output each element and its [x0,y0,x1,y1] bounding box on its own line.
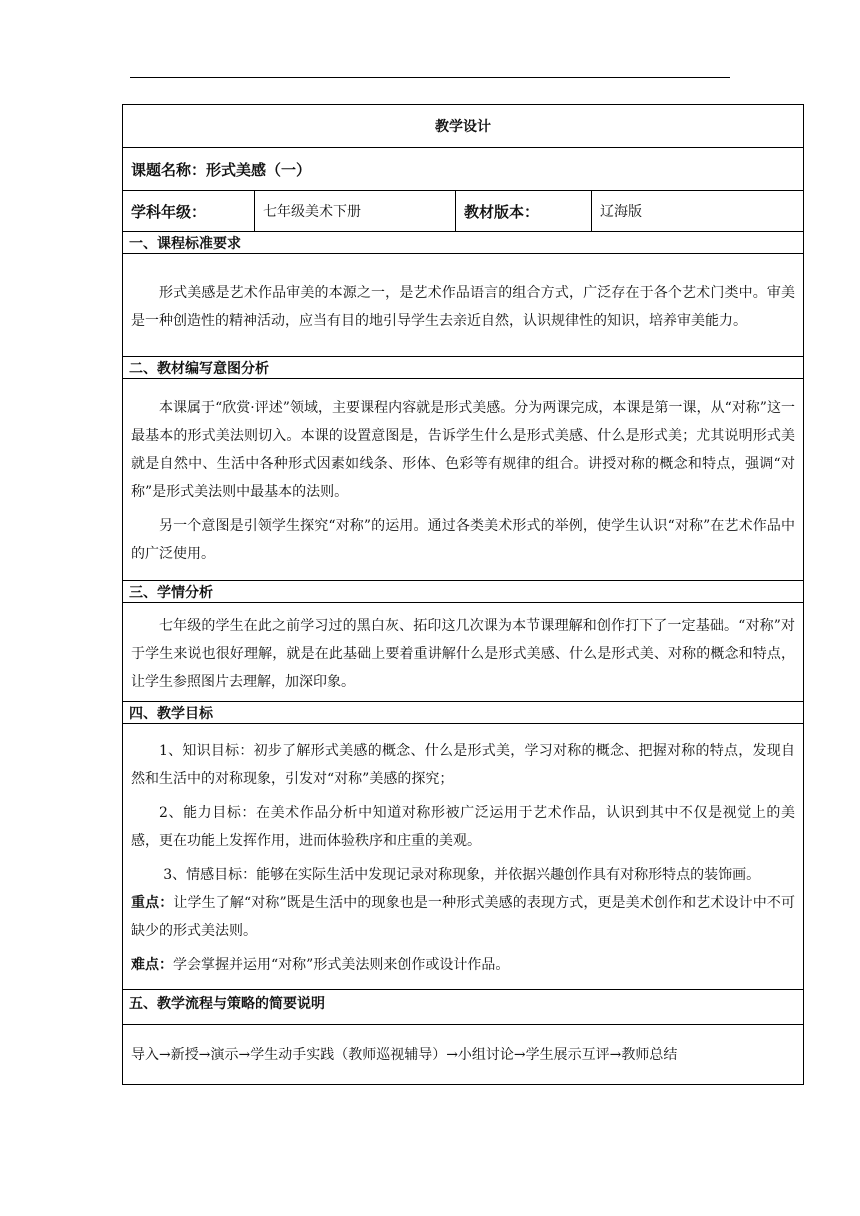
document-title: 教学设计 [123,105,804,148]
goal-knowledge: 1、知识目标：初步了解形式美感的概念、什么是形式美，学习对称的概念、把握对称的特点，发现自然和生活中的对称现象，引发对“对称”美感的探究； [131,743,795,787]
key-point [131,889,795,945]
section-1-body-row [123,254,804,357]
goal-ability: 2、能力目标：在美术作品分析中知道对称形被广泛运用于艺术作品，认识到其中不仅是视觉上的美感，更在功能上发挥作用，进而体验秩序和庄重的美观。 [131,805,795,849]
section-3-heading-row [123,581,804,603]
difficulty-text: 学会掌握并运用“对称”形式美法则来创作或设计作品。 [173,957,510,973]
section-2-paragraph-2: 另一个意图是引领学生探究“对称”的运用。通过各类美术形式的举例，使学生认识“对称”在艺术作品中的广泛使用。 [131,518,795,562]
section-4-heading: 四、教学目标 [123,702,804,724]
section-2-heading-row [123,357,804,379]
section-5-body-row [123,1025,804,1085]
edition-value: 辽海版 [592,191,804,232]
section-3-paragraph: 七年级的学生在此之前学习过的黑白灰、拓印这几次课为本节课理解和创作打下了一定基础。“对称”对于学生来说也很好理解，就是在此基础上要着重讲解什么是形式美感、什么是形式美、对称的概念和特点，让学生参照图片去理解，加深印象。 [131,617,795,690]
meta-row [123,191,804,232]
difficulty-label: 难点： [131,957,173,973]
section-3-body-row [123,603,804,702]
edition-label: 教材版本： [456,191,592,232]
key-point-text: 让学生了解“对称”既是生活中的现象也是一种形式美感的表现方式，更是美术创作和艺术设计中不可缺少的形式美法则。 [131,895,796,939]
section-2-body-row [123,379,804,581]
section-5-body [123,1025,804,1085]
teaching-flow: 导入→新授→演示→学生动手实践（教师巡视辅导）→小组讨论→学生展示互评→教师总结 [131,1046,678,1063]
section-2-body [123,379,804,581]
section-4-heading-row [123,702,804,724]
course-value: 形式美感（一） [206,160,312,179]
course-label: 课题名称： [131,160,207,179]
difficulty-point [131,951,795,979]
grade-value: 七年级美术下册 [255,191,456,232]
top-rule [130,77,730,78]
section-2-heading: 二、教材编写意图分析 [123,357,804,379]
section-4-body [123,724,804,990]
section-5-heading-row [123,990,804,1025]
section-3-body [123,603,804,702]
key-point-label: 重点： [131,895,174,911]
section-4-body-row [123,724,804,990]
course-row [123,148,804,191]
section-5-heading: 五、教学流程与策略的简要说明 [123,990,804,1025]
section-2-paragraph-1: 本课属于“欣赏·评述”领域，主要课程内容就是形式美感。分为两课完成，本课是第一课，从“对称”这一最基本的形式美法则切入。本课的设置意图是，告诉学生什么是形式美感、什么是形式美；尤其说明形式美就是自然中、生活中各种形式因素如线条、形体、色彩等有规律的组合。讲授对称的概念和特点，强调“对称”是形式美法则中最基本的法则。 [131,400,795,500]
goal-emotion: 3、情感目标：能够在实际生活中发现记录对称现象，并依据兴趣创作具有对称形特点的装饰画。 [163,867,761,883]
section-3-heading: 三、学情分析 [123,581,804,603]
grade-label: 学科年级： [123,191,255,232]
section-1-heading: 一、课程标准要求 [123,232,804,254]
lesson-plan-table [122,104,804,1085]
section-1-body [123,254,804,357]
title-row [123,105,804,148]
section-1-heading-row [123,232,804,254]
section-1-paragraph: 形式美感是艺术作品审美的本源之一，是艺术作品语言的组合方式，广泛存在于各个艺术门类中。审美是一种创造性的精神活动，应当有目的地引导学生去亲近自然，认识规律性的知识，培养审美能力。 [131,285,795,329]
course-name [123,148,804,191]
